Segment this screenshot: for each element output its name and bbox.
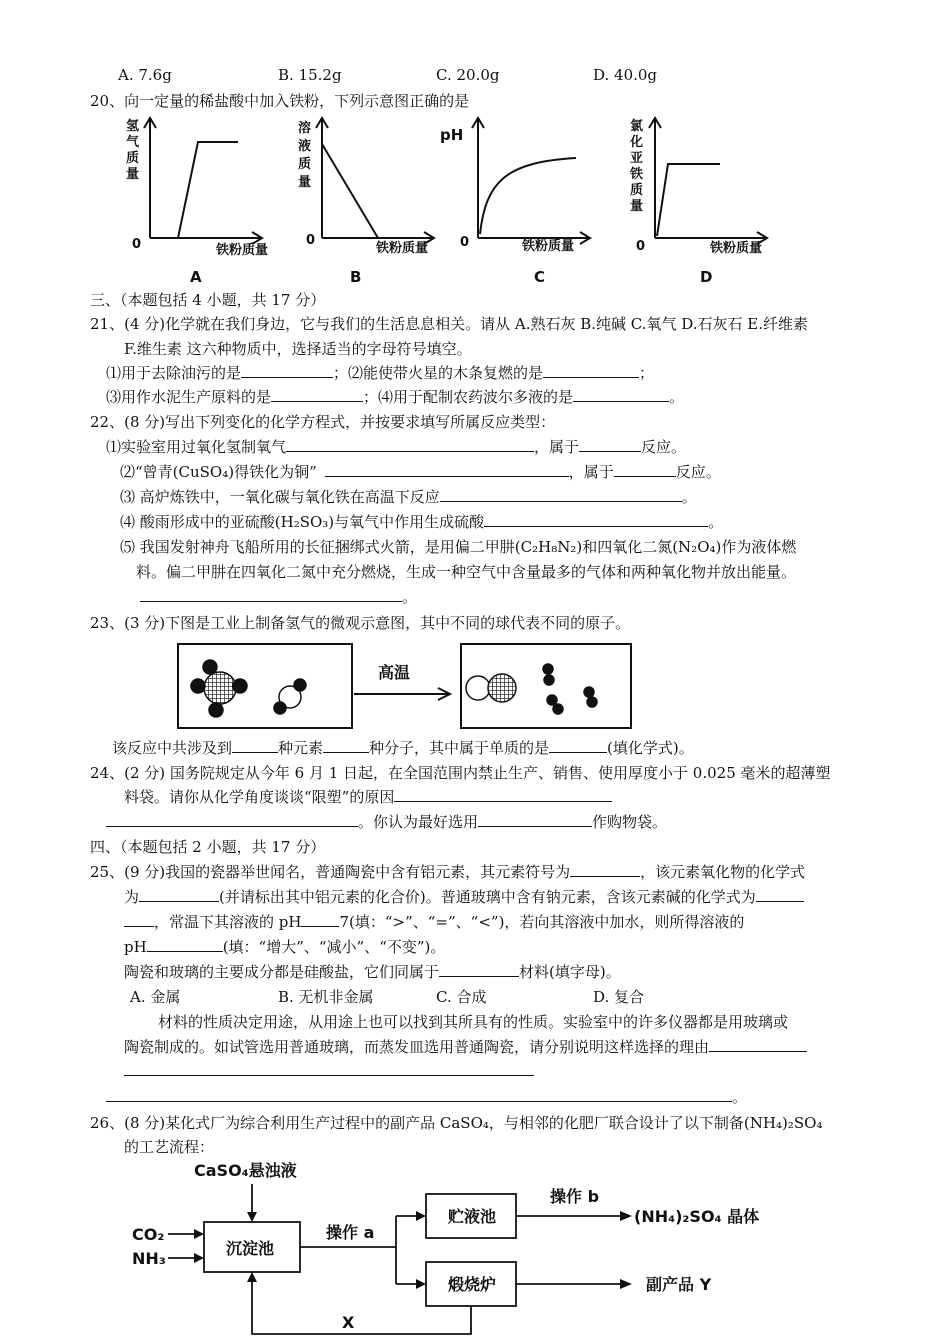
q24-line2-text: 料袋。请你从化学角度谈谈“限塑”的原因 xyxy=(124,788,395,806)
answer-blank[interactable] xyxy=(147,937,223,952)
answer-blank[interactable] xyxy=(573,387,669,402)
q23-stem: 23、(3 分)下图是工业上制备氢气的微观示意图，其中不同的球代表不同的原子。 xyxy=(90,614,631,632)
by-product-label: 副产品 Y xyxy=(646,1275,712,1294)
q25-l5b: 材料(填字母)。 xyxy=(519,963,621,981)
q25-l2a: 为 xyxy=(124,888,140,906)
q21-p2b: ；⑷用于配制农药波尔多液的是 xyxy=(363,388,574,406)
graph-a-letter: A xyxy=(190,268,202,286)
q22-item4 xyxy=(120,511,723,532)
q22-item5a: ⑸ 我国发射神舟飞船所用的长征捆绑式火箭，是用偏二甲肼(C₂H₈N₂)和四氧化二氮(N₂O₄)作为液体燃 xyxy=(120,538,797,556)
period: 。 xyxy=(732,1088,748,1106)
graph-a-ylabel-3: 量 xyxy=(126,167,140,182)
option-a: A. 7.6g xyxy=(118,66,172,84)
q21-p1b: ；⑵能使带火星的木条复燃的是 xyxy=(333,364,544,382)
q23-b: 种元素 xyxy=(278,739,324,757)
settling-tank-box: 沉淀池 xyxy=(226,1239,275,1258)
graph-a-ylabel-1: 气 xyxy=(126,135,140,150)
answer-blank[interactable] xyxy=(271,387,363,402)
q22-item1 xyxy=(106,436,686,457)
co2-label: CO₂ xyxy=(132,1225,165,1244)
option-c: C. 20.0g xyxy=(436,66,500,84)
graph-b-ylabel-0: 溶 xyxy=(298,121,312,136)
q26-line2: 的工艺流程： xyxy=(124,1138,215,1156)
q25-option-b: B. 无机非金属 xyxy=(278,988,374,1006)
answer-blank[interactable] xyxy=(709,1037,807,1052)
graph-a-ylabel-0: 氢 xyxy=(126,119,140,134)
answer-blank[interactable] xyxy=(286,437,534,452)
nh3-label: NH₃ xyxy=(132,1249,166,1268)
q21-p1c: ； xyxy=(639,364,655,382)
answer-blank[interactable] xyxy=(232,738,278,753)
reaction-text: 反应。 xyxy=(641,438,687,456)
q25-line9 xyxy=(124,1061,534,1080)
q22-i4-text: ⑷ 酸雨形成中的亚硫酸(H₂SO₃)与氧气中作用生成硫酸 xyxy=(120,513,485,531)
product-label: (NH₄)₂SO₄ 晶体 xyxy=(634,1207,760,1226)
recycle-x-label: X xyxy=(342,1313,355,1332)
answer-blank[interactable] xyxy=(614,462,676,477)
belongs-text: ，属于 xyxy=(534,438,580,456)
q26-line1: 26、(8 分)某化式厂为综合利用生产过程中的副产品 CaSO₄，与相邻的化肥厂联合设计了以下制备(NH₄)₂SO₄ xyxy=(90,1114,823,1132)
answer-blank[interactable] xyxy=(478,812,592,827)
option-b: B. 15.2g xyxy=(278,66,342,84)
belongs-text: ，属于 xyxy=(568,463,614,481)
q23-answer-line xyxy=(112,737,694,758)
graph-a-xlabel: 铁粉质量 xyxy=(216,243,269,258)
period: 。 xyxy=(708,513,724,531)
answer-blank[interactable] xyxy=(106,1087,732,1102)
graph-a-ylabel-2: 质 xyxy=(126,151,140,166)
q24-line2 xyxy=(124,786,612,807)
calcining-furnace-box: 煅烧炉 xyxy=(448,1275,497,1294)
storage-tank-box: 贮液池 xyxy=(448,1207,497,1226)
q24-line3a: 。你认为最好选用 xyxy=(358,813,479,831)
answer-blank[interactable] xyxy=(106,812,358,827)
answer-blank[interactable] xyxy=(543,363,639,378)
section-4-title: 四、（本题包括 2 小题，共 17 分） xyxy=(90,838,326,856)
q25-l8: 陶瓷制成的。如试管选用普通玻璃，而蒸发皿选用普通陶瓷，请分别说明这样选择的理由 xyxy=(124,1038,710,1056)
graph-c-origin: 0 xyxy=(460,235,470,250)
answer-blank[interactable] xyxy=(549,738,607,753)
q25-line4 xyxy=(124,936,445,957)
arrow-label-high-temp: 高温 xyxy=(378,663,411,682)
q25-l1a: 25、(9 分)我国的瓷器举世闻名，普通陶瓷中含有铝元素，其元素符号为 xyxy=(90,863,571,881)
q23-c: 种分子，其中属于单质的是 xyxy=(369,739,550,757)
q24-line3b: 作购物袋。 xyxy=(592,813,668,831)
answer-blank[interactable] xyxy=(570,862,640,877)
q25-l4a: pH xyxy=(124,938,147,956)
q25-option-d: D. 复合 xyxy=(593,988,645,1006)
q22-item3 xyxy=(120,486,697,507)
option-d: D. 40.0g xyxy=(593,66,658,84)
q25-line10 xyxy=(106,1086,747,1107)
q21-p2c: 。 xyxy=(669,388,685,406)
answer-blank[interactable] xyxy=(756,887,804,902)
reaction-text: 反应。 xyxy=(675,463,721,481)
graph-b-xlabel: 铁粉质量 xyxy=(376,241,429,256)
answer-blank[interactable] xyxy=(124,912,154,927)
graph-b-letter: B xyxy=(350,268,362,286)
q25-l1b: ，该元素氧化物的化学式 xyxy=(640,863,806,881)
q25-l3b: 7(填：“>”、“=”、“<”)，若向其溶液中加水，则所得溶液的 xyxy=(339,913,745,931)
graph-d-ylabel-0: 氯 xyxy=(630,119,644,134)
answer-blank[interactable] xyxy=(241,363,333,378)
answer-blank[interactable] xyxy=(484,512,708,527)
q22-stem: 22、(8 分)写出下列变化的化学方程式，并按要求填写所属反应类型： xyxy=(90,413,556,431)
q21-line1: 21、(4 分)化学就在我们身边，它与我们的生活息息相关。请从 A.熟石灰 B.纯碱 C.氧气 D.石灰石 E.纤维素 xyxy=(90,315,809,333)
graph-d-xlabel: 铁粉质量 xyxy=(710,241,763,256)
q25-line2 xyxy=(124,886,804,907)
graph-c-xlabel: 铁粉质量 xyxy=(522,239,575,254)
q24-line3 xyxy=(106,811,667,832)
answer-blank[interactable] xyxy=(394,787,612,802)
q25-line1 xyxy=(90,861,805,882)
q23-d: (填化学式)。 xyxy=(607,739,694,757)
answer-blank[interactable] xyxy=(579,437,641,452)
answer-blank[interactable] xyxy=(139,887,219,902)
graph-d-ylabel-3: 铁 xyxy=(630,167,644,182)
q21-p2a: ⑶用作水泥生产原料的是 xyxy=(106,388,272,406)
answer-blank[interactable] xyxy=(440,487,682,502)
graph-c-letter: C xyxy=(534,268,546,286)
graph-a-origin: 0 xyxy=(132,237,142,252)
feed-label: CaSO₄悬浊液 xyxy=(194,1161,297,1180)
graph-d-letter: D xyxy=(700,268,713,286)
q22-i1-text: ⑴实验室用过氧化氢制氧气 xyxy=(106,438,287,456)
q25-line3 xyxy=(124,911,744,932)
q23-a: 该反应中共涉及到 xyxy=(112,739,233,757)
q25-l3a: ，常温下其溶液的 pH xyxy=(154,913,302,931)
graph-d-ylabel-5: 量 xyxy=(630,199,644,214)
q25-l4b: (填：“增大”、“减小”、“不变”)。 xyxy=(222,938,446,956)
q21-part1 xyxy=(106,362,654,383)
q22-item2 xyxy=(120,461,721,482)
answer-blank[interactable] xyxy=(301,912,339,927)
operation-a-label: 操作 a xyxy=(326,1223,375,1242)
graph-d-origin: 0 xyxy=(636,239,646,254)
answer-blank[interactable] xyxy=(323,738,369,753)
q21-part2 xyxy=(106,386,684,407)
q22-item5-answer xyxy=(140,586,417,607)
q25-option-a: A. 金属 xyxy=(130,988,181,1006)
answer-blank[interactable] xyxy=(124,1061,534,1076)
answer-blank[interactable] xyxy=(439,962,519,977)
q22-item5b: 料。偏二甲肼在四氧化二氮中充分燃烧，生成一种空气中含量最多的气体和两种氧化物并放出能量。 xyxy=(136,563,797,581)
answer-blank[interactable] xyxy=(140,587,402,602)
q22-i3-text: ⑶ 高炉炼铁中，一氧化碳与氧化铁在高温下反应 xyxy=(120,488,440,506)
period: 。 xyxy=(402,588,418,606)
q25-line7: 材料的性质决定用途，从用途上也可以找到其所具有的性质。实验室中的许多仪器都是用玻璃或 xyxy=(158,1013,789,1031)
graph-d-ylabel-4: 质 xyxy=(630,183,644,198)
q24-line1: 24、(2 分) 国务院规定从今年 6 月 1 日起，在全国范围内禁止生产、销售、使用厚度小于 0.025 毫米的超薄塑 xyxy=(90,764,831,782)
q20-stem: 20、向一定量的稀盐酸中加入铁粉，下列示意图正确的是 xyxy=(90,92,470,110)
q25-l5a: 陶瓷和玻璃的主要成分都是硅酸盐，它们同属于 xyxy=(124,963,440,981)
q25-line8 xyxy=(124,1036,807,1057)
section-3-title: 三、（本题包括 4 小题，共 17 分） xyxy=(90,291,326,309)
graph-d-ylabel-2: 亚 xyxy=(630,151,644,166)
q23-diagram xyxy=(176,642,634,732)
q21-line2: F.维生素 这六种物质中，选择适当的字母符号填空。 xyxy=(124,340,472,358)
answer-blank[interactable] xyxy=(325,462,569,477)
q25-l2b: (并请标出其中铝元素的化合价)。普通玻璃中含有钠元素，含该元素碱的化学式为 xyxy=(219,888,756,906)
q20-graphs xyxy=(110,112,790,290)
q25-option-c: C. 合成 xyxy=(436,988,487,1006)
q25-line5 xyxy=(124,961,621,982)
graph-b-origin: 0 xyxy=(306,233,316,248)
graph-b-ylabel-1: 液 xyxy=(298,139,312,154)
q22-i2-text: ⑵“曾青(CuSO₄)得铁化为铜” xyxy=(120,463,317,481)
graph-b-ylabel-2: 质 xyxy=(298,157,312,172)
q21-p1a: ⑴用于去除油污的是 xyxy=(106,364,242,382)
period: 。 xyxy=(681,488,697,506)
operation-b-label: 操作 b xyxy=(550,1187,600,1206)
q26-flowchart xyxy=(120,1158,800,1344)
graph-b-ylabel-3: 量 xyxy=(298,175,312,190)
graph-d-ylabel-1: 化 xyxy=(630,135,644,150)
graph-c-ylabel: pH xyxy=(440,126,464,144)
